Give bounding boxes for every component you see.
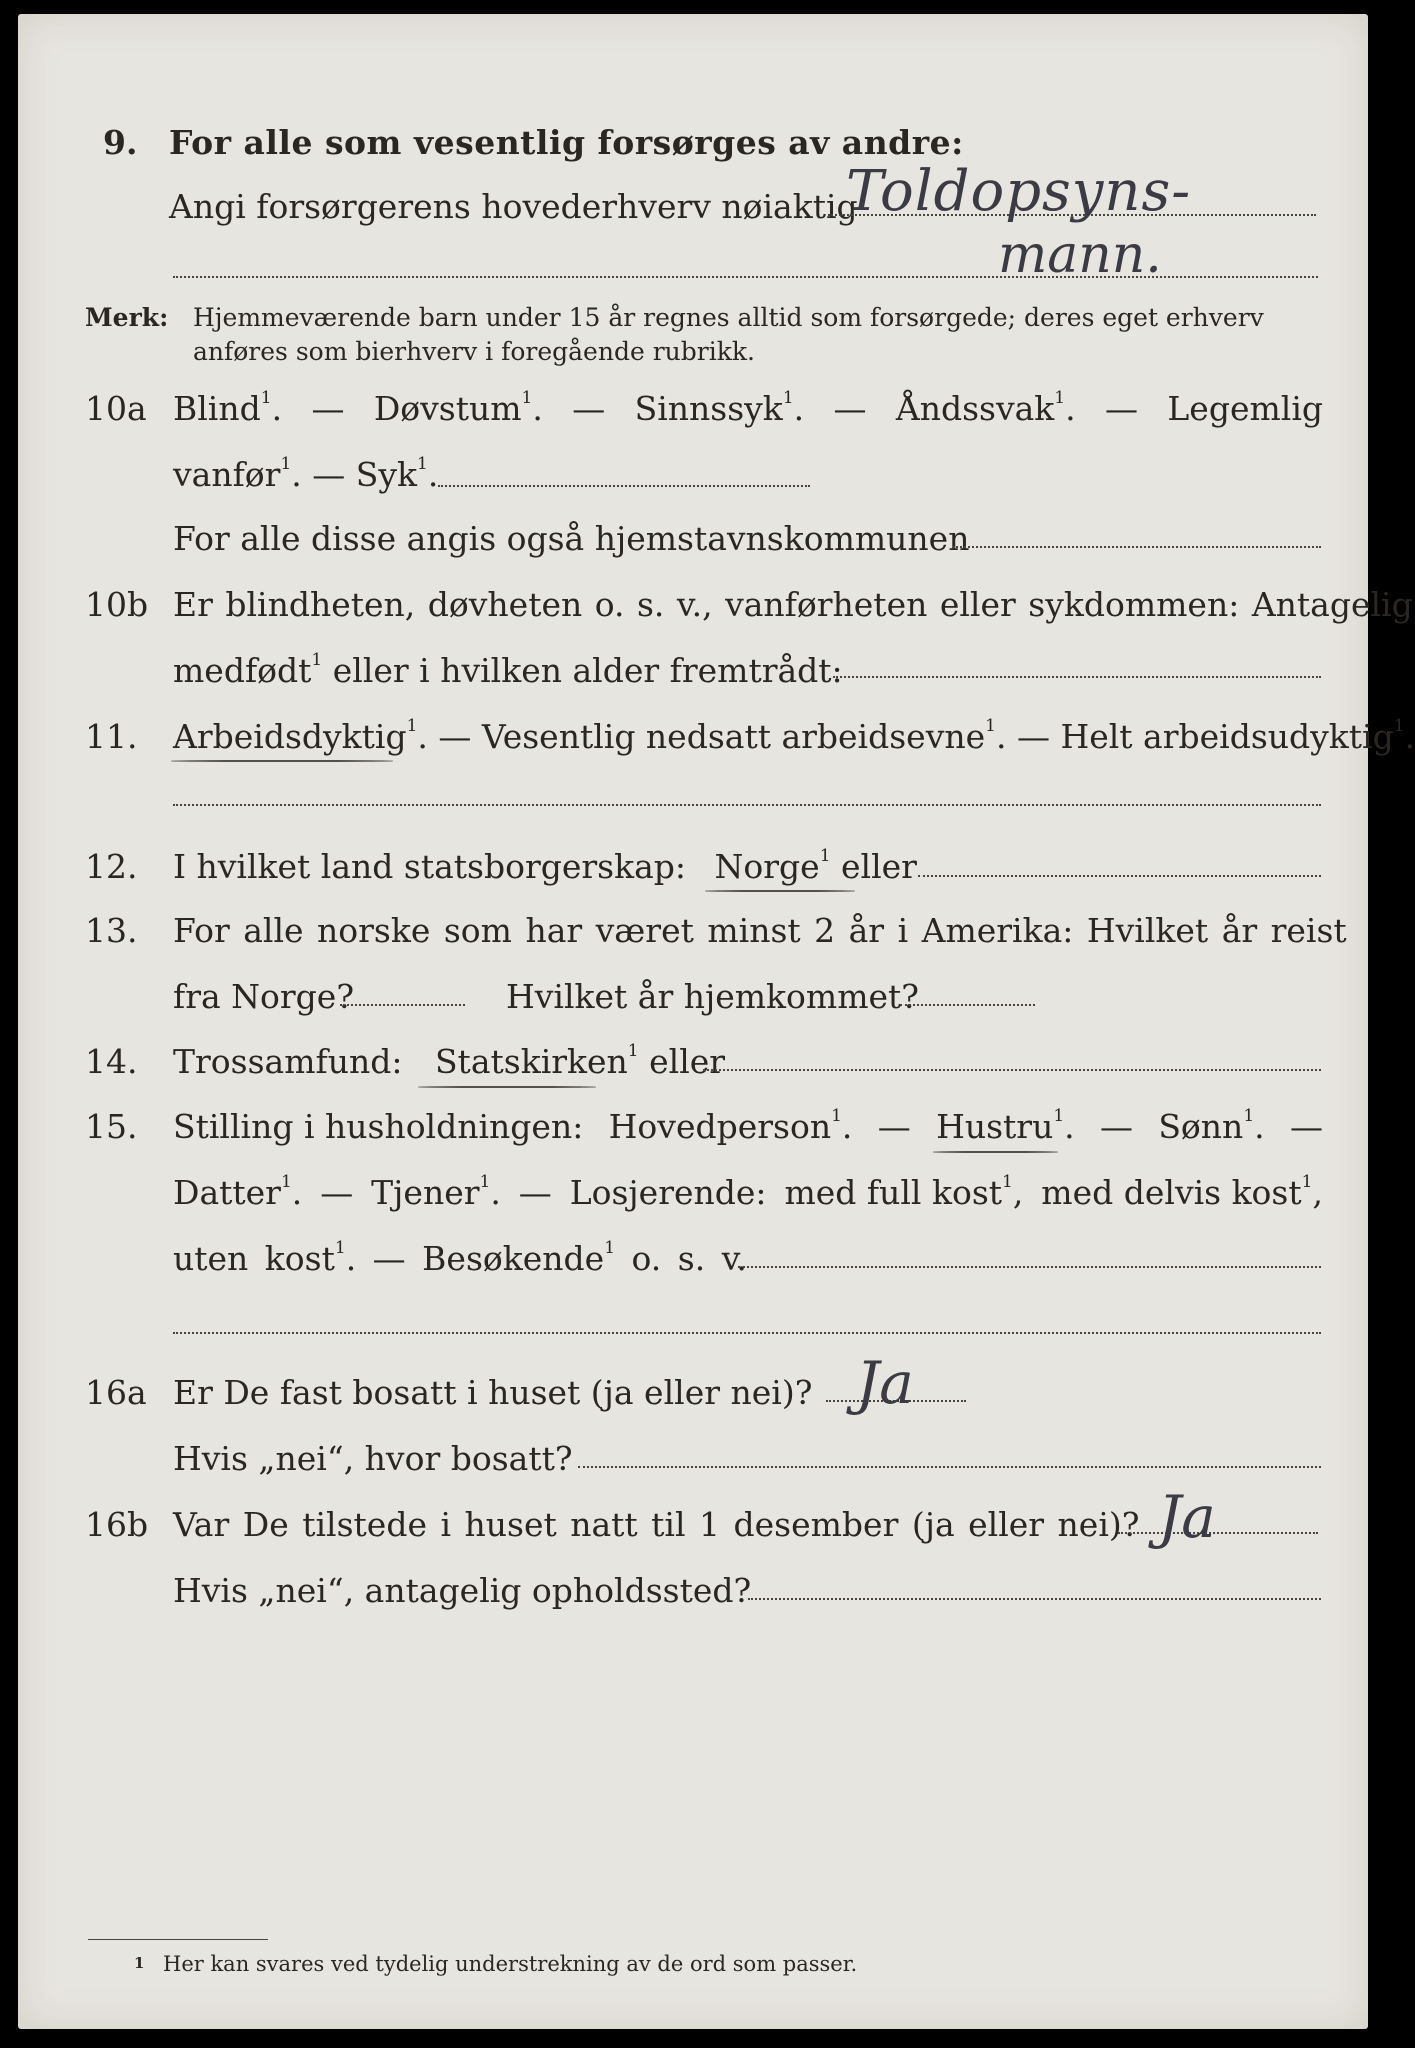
q9-heading: For alle som vesentlig forsørges av andre:	[169, 123, 964, 162]
q12-line: I hvilket land statsborgerskap: Norge$^1$ eller	[173, 846, 917, 886]
q16b-number: 16b	[85, 1505, 149, 1544]
q12-handwritten-underline	[705, 890, 855, 892]
q14-number: 14.	[85, 1042, 138, 1081]
q9-number: 9.	[103, 123, 138, 162]
q10b-dotted-line	[833, 676, 1321, 678]
q10b-line-1: Er blindheten, døvheten o. s. v., vanførheten eller sykdommen: Antagelig	[173, 585, 1413, 624]
q16a-number: 16a	[85, 1373, 147, 1412]
q16b-dotted-line	[1118, 1532, 1318, 1534]
q11-dotted-line	[173, 804, 1321, 806]
option-legemlig: Legemlig	[1167, 389, 1323, 428]
q10a-syk-dotted-line	[438, 485, 810, 487]
census-form-page	[18, 14, 1415, 2029]
q12-number: 12.	[85, 847, 138, 886]
q16a-line-1: Er De fast bosatt i huset (ja eller nei)?	[173, 1373, 813, 1412]
q16b-line-1: Var De tilstede i huset natt til 1 desember (ja eller nei)?	[173, 1505, 1140, 1544]
q15-line-1: Stilling i husholdningen: Hovedperson$^1$. — Hustru$^1$. — Sønn$^1$. —	[173, 1106, 1323, 1146]
q10a-line-2: vanfør$^1$. — Syk$^1$.	[173, 454, 439, 494]
q10b-line-2: medfødt$^1$ eller i hvilken alder fremtrådt:	[173, 650, 843, 690]
footnote-mark: 1	[134, 1954, 145, 1972]
q14-line: Trossamfund: Statskirken$^1$ eller	[173, 1041, 726, 1081]
footnote-text: Her kan svares ved tydelig understrekning av de ord som passer.	[163, 1952, 858, 1976]
q13-number: 13.	[85, 911, 138, 950]
option-blind: Blind$^1$.	[173, 388, 283, 428]
q10b-number: 10b	[85, 585, 149, 624]
q9-handwritten-answer-1: Toldopsyns-	[846, 159, 1192, 224]
q10a-number: 10a	[85, 389, 147, 428]
q15-dotted-line-1	[738, 1266, 1321, 1268]
q16a-handwritten-answer: Ja	[856, 1349, 914, 1417]
q11-handwritten-underline	[171, 760, 393, 762]
q16b-line-2: Hvis „nei“, antagelig opholdssted?	[173, 1571, 752, 1610]
q15-number: 15.	[85, 1107, 138, 1146]
q13-hjem-dotted-line	[900, 1004, 1035, 1006]
q16a-line-2: Hvis „nei“, hvor bosatt?	[173, 1439, 573, 1478]
q13-hjemkommet: Hvilket år hjemkommet?	[506, 977, 919, 1016]
option-andssvak: Åndssvak$^1$.	[895, 388, 1076, 428]
q15-line-3: uten kost$^1$. — Besøkende$^1$ o. s. v.	[173, 1238, 747, 1278]
option-arbeidsdyktig: Arbeidsdyktig$^1$.	[173, 716, 428, 756]
q15-handwritten-underline	[933, 1151, 1058, 1153]
q11-options: Arbeidsdyktig$^1$. — Vesentlig nedsatt arbeidsevne$^1$. — Helt arbeidsudyktig$^1$.	[173, 716, 1415, 756]
q11-number: 11.	[85, 717, 138, 756]
q12-dotted-line	[918, 875, 1321, 877]
q15-dotted-line-2	[173, 1332, 1321, 1334]
q10a-line-3: For alle disse angis også hjemstavnskommunen	[173, 519, 970, 558]
option-sinnssyk: Sinnssyk$^1$.	[634, 388, 805, 428]
option-syk: Syk$^1$.	[355, 454, 439, 494]
q14-dotted-line	[703, 1069, 1321, 1071]
q10a-line-1: Blind$^1$. — Døvstum$^1$. — Sinnssyk$^1$. — Åndssvak$^1$. — Legemlig	[173, 388, 1323, 428]
q13-fra-dotted-line	[340, 1004, 465, 1006]
q9-handwritten-answer-2: mann.	[998, 225, 1162, 285]
q16a-bosatt-dotted-line	[578, 1466, 1321, 1468]
option-vanfor: vanfør$^1$.	[173, 454, 302, 494]
q9-occupation-label: Angi forsørgerens hovederhverv nøiaktig	[169, 187, 858, 226]
merk-label: Merk:	[85, 303, 169, 332]
q16b-handwritten-answer: Ja	[1158, 1483, 1216, 1551]
merk-line-2: anføres som bierhverv i foregående rubrikk.	[193, 337, 755, 366]
q16b-opholdssted-dotted-line	[748, 1598, 1321, 1600]
option-hustru: Hustru$^1$.	[936, 1106, 1075, 1146]
q14-handwritten-underline	[418, 1086, 596, 1088]
q13-fra-norge: fra Norge?	[173, 977, 355, 1016]
option-dovstum: Døvstum$^1$.	[373, 388, 543, 428]
option-statskirken: Statskirken$^1$	[434, 1041, 639, 1081]
merk-line-1: Hjemmeværende barn under 15 år regnes alltid som forsørgede; deres eget erhverv	[193, 303, 1264, 332]
q15-line-2: Datter$^1$. — Tjener$^1$. — Losjerende: med full kost$^1$, med delvis kost$^1$,	[173, 1172, 1323, 1212]
q10a-hjemstavn-dotted-line	[953, 546, 1321, 548]
option-norge: Norge$^1$	[714, 846, 831, 886]
footnote-rule	[88, 1939, 268, 1940]
q13-line-1: For alle norske som har været minst 2 år i Amerika: Hvilket år reist	[173, 911, 1347, 950]
